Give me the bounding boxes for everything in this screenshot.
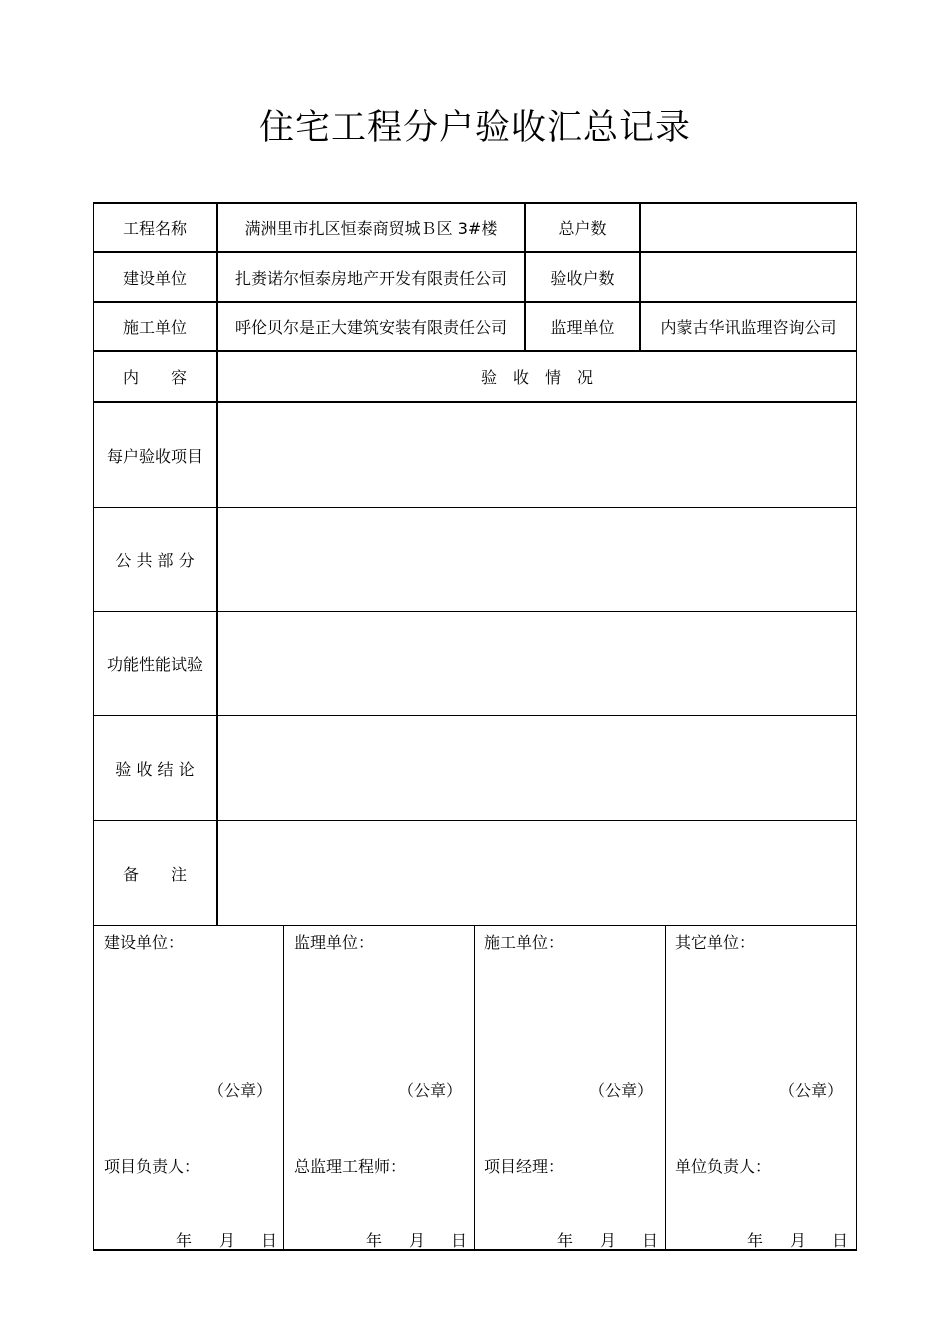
row-value-remarks: [218, 821, 856, 925]
signature-day: 日: [832, 1231, 849, 1250]
row-value-household-items: [218, 403, 856, 507]
row-value-function-test: [218, 612, 856, 715]
contractor-label: 施工单位: [122, 318, 187, 337]
signature-month: 月: [790, 1231, 807, 1250]
project-name-label: 工程名称: [122, 219, 187, 238]
signature-year: 年: [747, 1231, 764, 1250]
project-name-value: 满洲里市扎区恒泰商贸城Ｂ区 3#楼: [244, 219, 498, 238]
row-divider: [93, 925, 857, 926]
signature-unit-contractor: 施工单位：: [484, 933, 565, 952]
table-border-bottom: [93, 1249, 857, 1251]
page-title: 住宅工程分户验收汇总记录: [258, 108, 691, 148]
row-label-household-items: 每户验收项目: [106, 446, 203, 466]
accepted-units-value: [641, 253, 856, 301]
signature-day: 日: [261, 1231, 278, 1250]
signature-person: 项目经理：: [484, 1157, 565, 1176]
signature-unit-builder: 建设单位：: [104, 933, 185, 952]
signature-year: 年: [557, 1231, 574, 1250]
signature-seal: （公章）: [398, 1081, 463, 1100]
accepted-units-label: 验收户数: [550, 268, 615, 288]
signature-month: 月: [600, 1231, 617, 1250]
signature-year: 年: [176, 1231, 193, 1250]
row-value-conclusion: [218, 716, 856, 820]
signature-year: 年: [366, 1231, 383, 1250]
signature-month: 月: [409, 1231, 426, 1250]
row-label-remarks: 备 注: [122, 864, 187, 884]
row-label-function-test: 功能性能试验: [106, 655, 203, 674]
signature-seal: （公章）: [779, 1081, 844, 1100]
signature-person: 单位负责人：: [675, 1157, 772, 1176]
signature-seal: （公章）: [589, 1081, 654, 1100]
content-header-status: 验 收 情 况: [480, 368, 593, 387]
signature-person: 总监理工程师：: [294, 1157, 407, 1176]
table-border-right: [856, 202, 857, 1251]
signature-day: 日: [451, 1231, 468, 1250]
signature-day: 日: [642, 1231, 659, 1250]
signature-unit-supervisor: 监理单位：: [294, 933, 375, 952]
supervisor-value: 内蒙古华讯监理咨询公司: [660, 318, 837, 337]
col-divider: [665, 925, 666, 1250]
signature-unit-other: 其它单位：: [675, 933, 756, 952]
builder-label: 建设单位: [122, 268, 187, 288]
content-header-label: 内 容: [122, 368, 187, 387]
col-divider: [474, 925, 475, 1250]
supervisor-label: 监理单位: [550, 318, 615, 337]
builder-value: 扎赉诺尔恒泰房地产开发有限责任公司: [234, 268, 507, 288]
col-divider: [283, 925, 284, 1250]
row-label-conclusion: 验 收 结 论: [115, 759, 195, 779]
row-label-public-area: 公 共 部 分: [115, 551, 195, 570]
signature-month: 月: [219, 1231, 236, 1250]
row-value-public-area: [218, 508, 856, 611]
contractor-value: 呼伦贝尔是正大建筑安装有限责任公司: [234, 318, 507, 337]
total-units-label: 总户数: [558, 219, 607, 238]
signature-person: 项目负责人：: [104, 1157, 201, 1176]
total-units-value: [641, 204, 856, 251]
signature-seal: （公章）: [208, 1081, 273, 1100]
